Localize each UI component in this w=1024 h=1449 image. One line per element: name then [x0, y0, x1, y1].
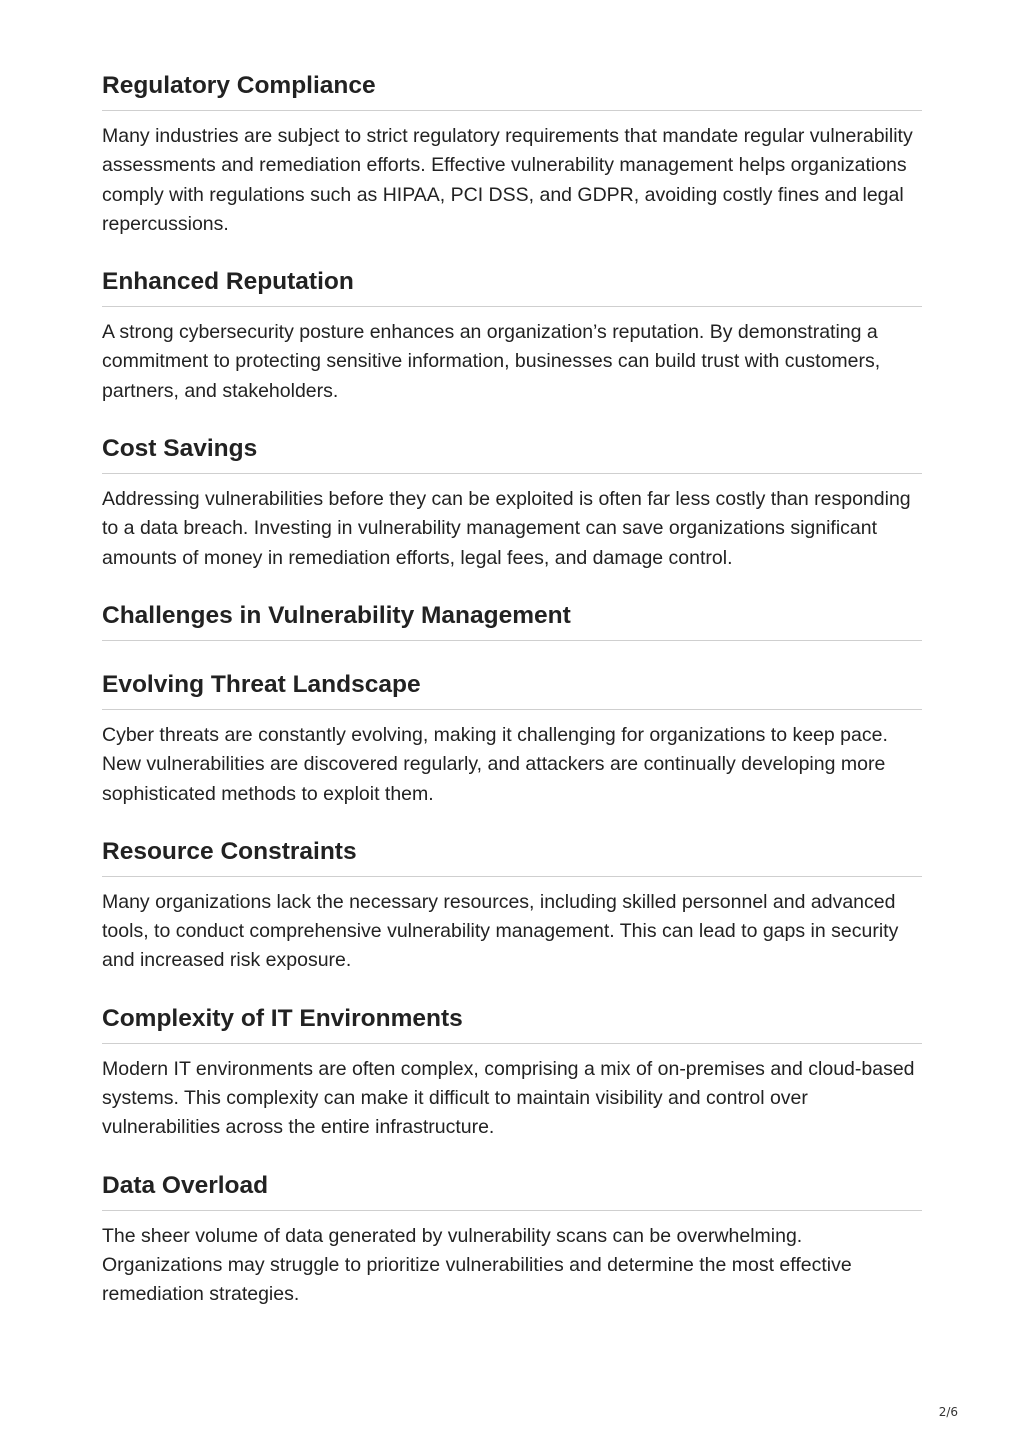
section-challenges — [102, 600, 922, 641]
section-heading: Resource Constraints — [102, 836, 922, 877]
section-regulatory-compliance — [102, 70, 922, 239]
section-data-overload — [102, 1170, 922, 1310]
section-paragraph: Many industries are subject to strict regulatory requirements that mandate regular vulnerability assessments and remediation efforts. Effective vulnerability management helps organizations comply with regulations such as HIPAA, PCI DSS, and GDPR, avoiding costly fines and legal repercussions. — [102, 125, 913, 235]
section-heading: Cost Savings — [102, 433, 922, 474]
section-heading: Challenges in Vulnerability Management — [102, 600, 922, 641]
section-heading: Evolving Threat Landscape — [102, 669, 922, 710]
section-resource-constraints — [102, 836, 922, 976]
section-heading: Data Overload — [102, 1170, 922, 1211]
section-complexity-it-environments — [102, 1003, 922, 1143]
section-heading: Complexity of IT Environments — [102, 1003, 922, 1044]
page-number: 2/6 — [938, 1405, 958, 1419]
section-evolving-threat-landscape — [102, 669, 922, 809]
section-paragraph: The sheer volume of data generated by vulnerability scans can be overwhelming. Organizations may struggle to prioritize vulnerabilities and determine the most effective remediation strategies. — [102, 1224, 852, 1306]
section-paragraph: Modern IT environments are often complex, comprising a mix of on-premises and cloud-based systems. This complexity can make it difficult to maintain visibility and control over vulnerabilities across the entire infrastructure. — [102, 1057, 915, 1139]
section-paragraph: Many organizations lack the necessary resources, including skilled personnel and advanced tools, to conduct comprehensive vulnerability management. This can lead to gaps in security and increased risk exposure. — [102, 890, 899, 972]
section-cost-savings — [102, 433, 922, 573]
section-paragraph: Cyber threats are constantly evolving, making it challenging for organizations to keep pace. New vulnerabilities are discovered regularly, and attackers are continually developing more sophisticated methods to exploit them. — [102, 723, 888, 805]
document-page — [102, 70, 922, 1337]
section-paragraph: Addressing vulnerabilities before they can be exploited is often far less costly than responding to a data breach. Investing in vulnerability management can save organizations significant amounts of money in remediation efforts, legal fees, and damage control. — [102, 488, 911, 569]
section-enhanced-reputation — [102, 266, 922, 406]
section-heading: Enhanced Reputation — [102, 266, 922, 307]
section-heading: Regulatory Compliance — [102, 70, 922, 111]
section-paragraph: A strong cybersecurity posture enhances an organization’s reputation. By demonstrating a commitment to protecting sensitive information, businesses can build trust with customers, partners, and stakeholders. — [102, 321, 881, 402]
